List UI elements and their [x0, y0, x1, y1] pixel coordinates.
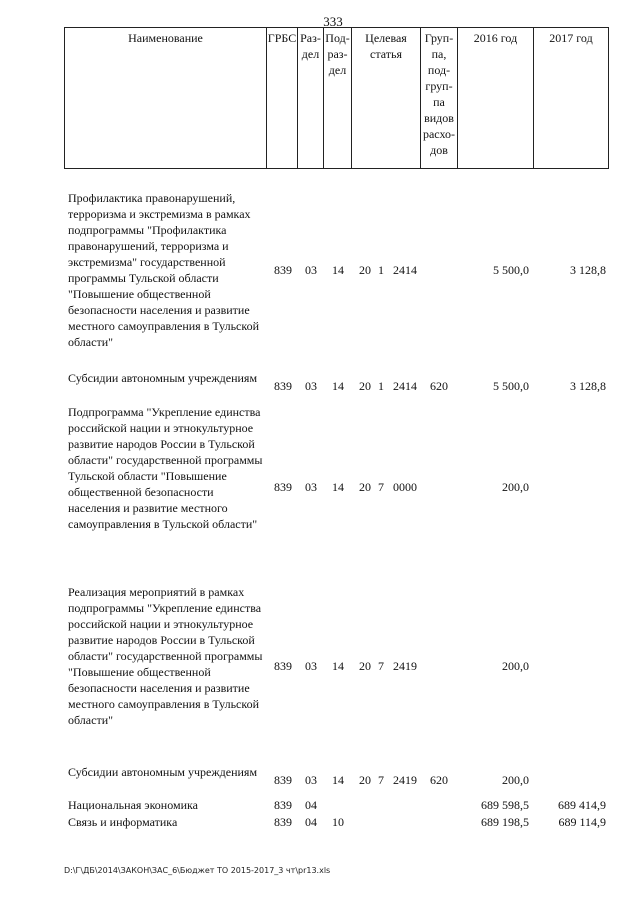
- row-group: 620: [430, 773, 448, 787]
- row-2017: 689 114,9: [558, 815, 606, 829]
- row-name: Подпрограмма "Укрепление единства российской нации и этнокультурное развитие народов России в Тульской области" государственной программы Тульской области "Повышение общественной безопасности населения и развитие местного самоуправления в Тульской области": [68, 405, 263, 531]
- row-tsel-1: 20: [359, 263, 371, 277]
- row-grbs: 839: [274, 379, 292, 393]
- row-2016: 200,0: [502, 773, 529, 787]
- row-tsel-3: 2414: [393, 263, 417, 277]
- header-razdel: Раз- дел: [297, 28, 323, 168]
- row-2016: 689 598,5: [481, 798, 529, 812]
- row-2016: 200,0: [502, 480, 529, 494]
- row-2016: 689 198,5: [481, 815, 529, 829]
- row-grbs: 839: [274, 773, 292, 787]
- row-podrazdel: 14: [332, 773, 344, 787]
- row-tsel-3: 2414: [393, 379, 417, 393]
- row-name: Национальная экономика: [68, 798, 198, 812]
- row-razdel: 03: [305, 379, 317, 393]
- table-row: [64, 190, 609, 350]
- row-tsel-3: 2419: [393, 773, 417, 787]
- row-razdel: 03: [305, 659, 317, 673]
- row-tsel-3: 2419: [393, 659, 417, 673]
- page-number: 333: [323, 14, 343, 29]
- row-2017: 3 128,8: [570, 263, 606, 277]
- row-tsel-2: 7: [378, 480, 384, 494]
- row-razdel: 03: [305, 263, 317, 277]
- header-tselevaya-statya: Целевая статья: [351, 28, 420, 168]
- row-tsel-3: 0000: [393, 480, 417, 494]
- row-tsel-1: 20: [359, 773, 371, 787]
- row-name: Субсидии автономным учреждениям: [68, 765, 258, 779]
- header-name: Наименование: [64, 28, 266, 168]
- row-grbs: 839: [274, 263, 292, 277]
- row-2017: 3 128,8: [570, 379, 606, 393]
- table-row: [64, 404, 609, 568]
- header-podrazdel: Под- раз- дел: [323, 28, 351, 168]
- header-2016: 2016 год: [457, 28, 533, 168]
- row-2016: 200,0: [502, 659, 529, 673]
- header-grbs: ГРБС: [266, 28, 297, 168]
- row-grbs: 839: [274, 480, 292, 494]
- row-podrazdel: 14: [332, 480, 344, 494]
- header-gruppa: Груп- па, под- груп- па видов расхо- дов: [420, 28, 457, 168]
- table-row: [64, 797, 609, 814]
- row-podrazdel: 14: [332, 379, 344, 393]
- row-tsel-2: 7: [378, 659, 384, 673]
- table-header: [64, 27, 609, 169]
- row-2017: 689 414,9: [558, 798, 606, 812]
- row-2016: 5 500,0: [493, 263, 529, 277]
- row-tsel-1: 20: [359, 659, 371, 673]
- row-podrazdel: 14: [332, 659, 344, 673]
- row-tsel-2: 7: [378, 773, 384, 787]
- row-tsel-2: 1: [378, 263, 384, 277]
- row-tsel-2: 1: [378, 379, 384, 393]
- row-name: Субсидии автономным учреждениям: [68, 371, 258, 385]
- row-grbs: 839: [274, 659, 292, 673]
- header-2017: 2017 год: [533, 28, 609, 168]
- row-name: Профилактика правонарушений, терроризма и экстремизма в рамках подпрограммы "Профилактика правонарушений, терроризма и экстремизма" государственной программы Тульской области "Повышение общественной безопасности населения и развитие местного самоуправления в Тульской области": [68, 191, 260, 349]
- row-razdel: 04: [305, 815, 317, 829]
- row-tsel-1: 20: [359, 480, 371, 494]
- row-name: Связь и информатика: [68, 815, 178, 829]
- row-razdel: 04: [305, 798, 317, 812]
- table-row: [64, 584, 609, 748]
- row-name: Реализация мероприятий в рамках подпрограммы "Укрепление единства российской нации и этнокультурное развитие народов России в Тульской области" государственной программы "Повышение общественной безопасности населения и развитие местного самоуправления в Тульской области": [68, 585, 263, 727]
- row-razdel: 03: [305, 773, 317, 787]
- row-razdel: 03: [305, 480, 317, 494]
- table-row: [64, 764, 609, 798]
- row-grbs: 839: [274, 815, 292, 829]
- table-row: [64, 370, 609, 404]
- row-podrazdel: 14: [332, 263, 344, 277]
- row-podrazdel: 10: [332, 815, 344, 829]
- row-group: 620: [430, 379, 448, 393]
- table-row: [64, 814, 609, 831]
- row-2016: 5 500,0: [493, 379, 529, 393]
- file-path-footer: D:\Г\ДБ\2014\ЗАКОН\ЗАС_6\Бюджет ТО 2015-2017_3 чт\pr13.xls: [64, 866, 331, 875]
- row-grbs: 839: [274, 798, 292, 812]
- row-tsel-1: 20: [359, 379, 371, 393]
